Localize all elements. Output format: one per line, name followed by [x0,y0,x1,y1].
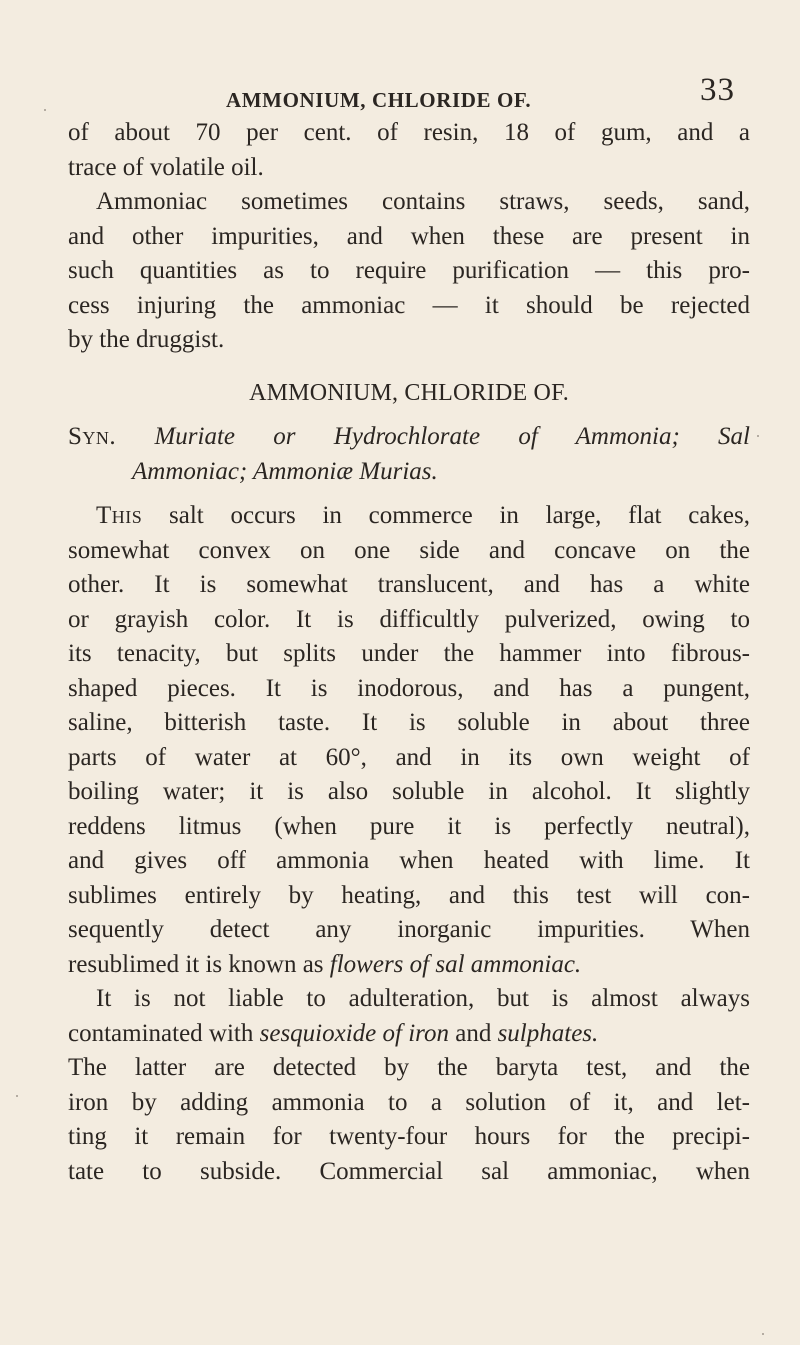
text-line: somewhat convex on one side and concave on the [68,536,750,564]
text-line: by the druggist. [68,326,225,353]
paragraph-3 [68,499,750,982]
lead-word: This [96,502,143,529]
text-line [68,499,750,534]
line-text: contaminated with [68,1019,260,1047]
paper-speck [44,109,46,111]
text-line: and gives off ammonia when heated with lime. It [68,847,750,874]
paper-speck [757,435,759,437]
paper-speck [762,1333,764,1335]
synonym-line: Ammoniac; Ammoniæ Murias. [132,457,438,485]
text-line: such quantities as to require purification — this pro- [68,257,750,284]
synonym-text: Muriate or Hydrochlorate of Ammonia; Sal [154,423,750,450]
paragraph-2 [68,185,750,358]
text-line: parts of water at 60°, and in its own weight of [68,743,750,771]
text-line: other. It is somewhat translucent, and has a white [68,571,750,598]
line-text: salt occurs in commerce in large, flat cakes, [142,502,750,529]
text-line: or grayish color. It is difficultly pulverized, owing to [68,605,750,633]
text-line: cess injuring the ammoniac — it should be rejected [68,291,750,319]
text-line [68,1017,750,1052]
text-line: its tenacity, but splits under the hammer into fibrous- [68,640,750,667]
text-line: sequently detect any inorganic impurities. When [68,916,750,943]
line-text: and [448,1019,498,1047]
synonym-line [68,420,750,455]
running-head: AMMONIUM, CHLORIDE OF. [226,88,532,112]
text-line: ting it remain for twenty-four hours for the precipi- [68,1123,750,1150]
paragraph-4 [68,982,750,1189]
text-line: of about 70 per cent. of resin, 18 of gum, and a [68,119,750,146]
text-line: trace of volatile oil. [68,153,264,181]
main-text [68,116,750,1189]
paper-speck [16,1095,18,1097]
text-line [68,948,750,983]
synonym-block [68,420,750,489]
text-line: The latter are detected by the baryta test, and the [68,1054,750,1081]
text-line: boiling water; it is also soluble in alcohol. It slightly [68,778,750,805]
synonym-label: Syn. [68,423,117,450]
text-line: reddens litmus (when pure it is perfectly neutral), [68,812,750,840]
italic-term: sesquioxide of iron [259,1019,449,1047]
text-line: shaped pieces. It is inodorous, and has a pungent, [68,674,750,702]
text-line: tate to subside. Commercial sal ammoniac, when [68,1157,750,1185]
spacer [68,489,750,499]
text-line: saline, bitterish taste. It is soluble in about three [68,709,750,736]
italic-term: flowers of sal ammoniac. [329,950,582,978]
page-number: 33 [700,72,735,108]
text-line: sublimes entirely by heating, and this test will con- [68,881,750,909]
line-text: resublimed it is known as [68,950,330,978]
text-line: iron by adding ammonia to a solution of it, and let- [68,1088,750,1116]
paragraph-1 [68,116,750,185]
section-heading: AMMONIUM, CHLORIDE OF. [249,379,569,406]
text-line: Ammoniac sometimes contains straws, seeds, sand, [96,188,750,215]
text-line: It is not liable to adulteration, but is almost always [96,985,750,1012]
text-line: and other impurities, and when these are present in [68,222,750,250]
italic-term: sulphates. [497,1019,599,1047]
